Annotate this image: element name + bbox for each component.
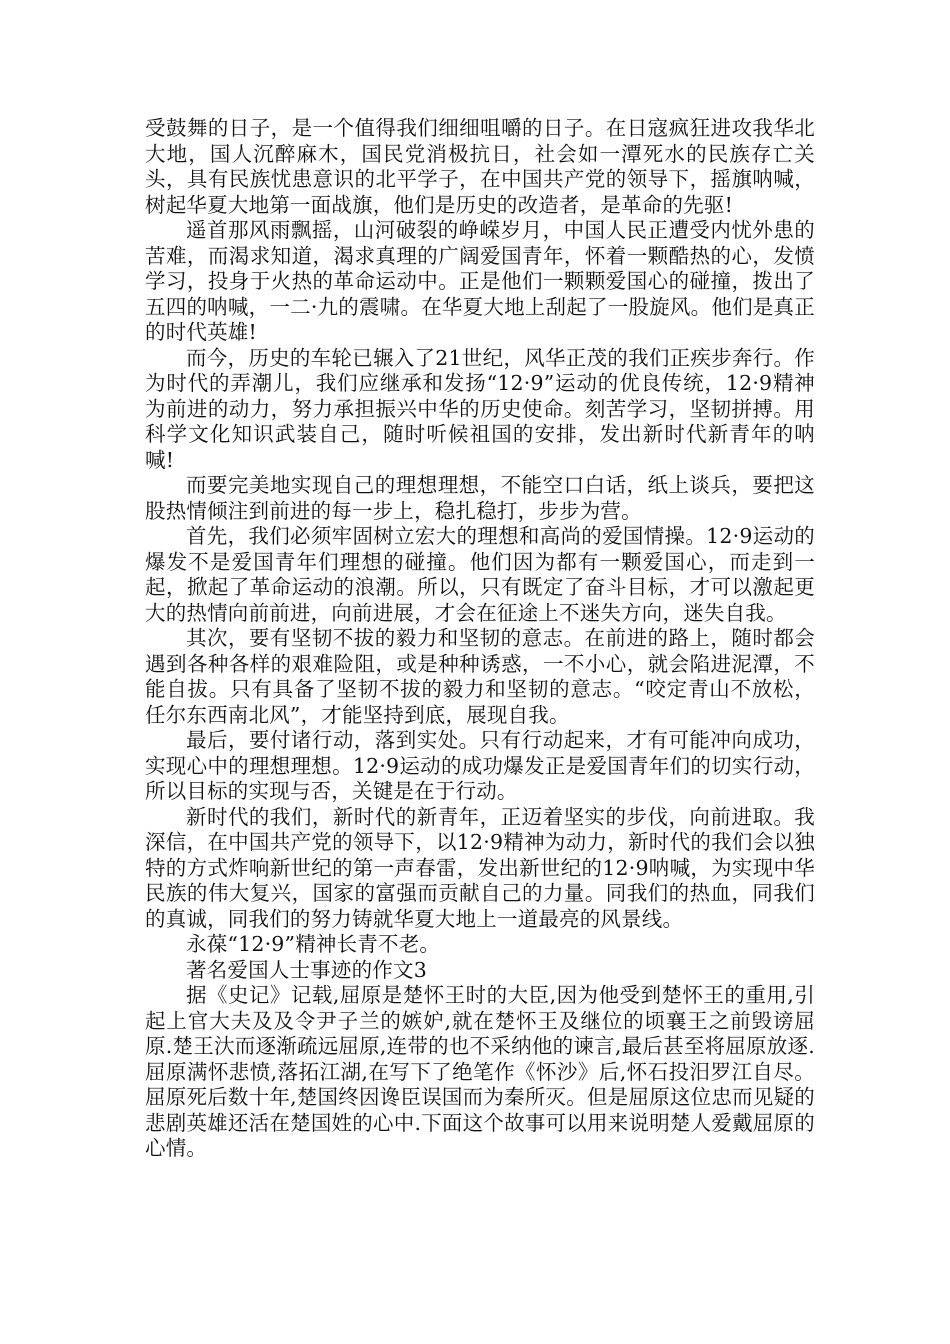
paragraph-3: 而今，历史的车轮已辗入了21世纪，风华正茂的我们正疾步奔行。作为时代的弄潮儿，我们应继承和发扬“12·9”运动的优良传统，12·9精神为前进的动力，努力承担振兴中华的历史使命。刻苦学习，坚韧拼搏。用科学文化知识武装自己，随时听候祖国的安排，发出新时代新青年的呐喊! xyxy=(145,345,815,472)
paragraph-5: 首先，我们必须牢固树立宏大的理想和高尚的爱国情操。12·9运动的爆发不是爱国青年们理想的碰撞。他们因为都有一颗爱国心，而走到一起，掀起了革命运动的浪潮。所以，只有既定了奋斗目标，才可以激起更大的热情向前前进，向前进展，才会在征途上不迷失方向，迷失自我。 xyxy=(145,524,815,625)
paragraph-8: 新时代的我们，新时代的新青年，正迈着坚实的步伐，向前进取。我深信，在中国共产党的领导下，以12·9精神为动力，新时代的我们会以独特的方式炸响新世纪的第一声春雷，发出新世纪的12·9呐喊，为实现中华民族的伟大复兴，国家的富强而贡献自己的力量。同我们的热血，同我们的真诚，同我们的努力铸就华夏大地上一道最亮的风景线。 xyxy=(145,804,815,931)
section-heading: 著名爱国人士事迹的作文3 xyxy=(186,957,427,982)
paragraph-4: 而要完美地实现自己的理想理想，不能空口白话，纸上谈兵，要把这股热情倾注到前进的每一步上，稳扎稳打，步步为营。 xyxy=(145,473,815,523)
closing-line: 永葆“12·9”精神长青不老。 xyxy=(186,932,441,956)
paragraph-1: 受鼓舞的日子，是一个值得我们细细咀嚼的日子。在日寇疯狂进攻我华北大地，国人沉醉麻木，国民党消极抗日，社会如一潭死水的民族存亡关头，具有民族忧患意识的北平学子，在中国共产党的领导下，摇旗呐喊，树起华夏大地第一面战旗，他们是历史的改造者，是革命的先驱! xyxy=(145,116,815,217)
document-body xyxy=(145,116,815,1162)
paragraph-2: 遥首那风雨飘摇，山河破裂的峥嵘岁月，中国人民正遭受内忧外患的苦难，而渴求知道，渴求真理的广阔爱国青年，怀着一颗酷热的心，发愤学习，投身于火热的革命运动中。正是他们一颗颗爱国心的碰撞，拨出了五四的呐喊，一二·九的震啸。在华夏大地上刮起了一股旋风。他们是真正的时代英雄! xyxy=(145,218,815,344)
paragraph-6: 其次，要有坚韧不拔的毅力和坚韧的意志。在前进的路上，随时都会遇到各种各样的艰难险阻，或是种种诱惑，一不小心，就会陷进泥潭，不能自拔。只有具备了坚韧不拔的毅力和坚韧的意志。“咬定青山不放松，任尔东西南北风”，才能坚持到底，展现自我。 xyxy=(145,626,815,727)
paragraph-9: 据《史记》记载,屈原是楚怀王时的大臣,因为他受到楚怀王的重用,引起上官大夫及及令尹子兰的嫉妒,就在楚怀王及继位的顷襄王之前毁谤屈原.楚王汏而逐渐疏远屈原,连带的也不采纳他的谏言,最后甚至将屈原放逐.屈原满怀悲愤,落拓江湖,在写下了绝笔作《怀沙》后,怀石投汨罗江自尽。屈原死后数十年,楚国终因谗臣误国而为秦所灭。但是屈原这位忠而见疑的悲剧英雄还活在楚国姓的心中.下面这个故事可以用来说明楚人爱戴屈原的心情。 xyxy=(145,983,815,1160)
paragraph-7: 最后，要付诸行动，落到实处。只有行动起来，才有可能冲向成功，实现心中的理想理想。12·9运动的成功爆发正是爱国青年们的切实行动，所以目标的实现与否，关键是在于行动。 xyxy=(145,728,815,803)
